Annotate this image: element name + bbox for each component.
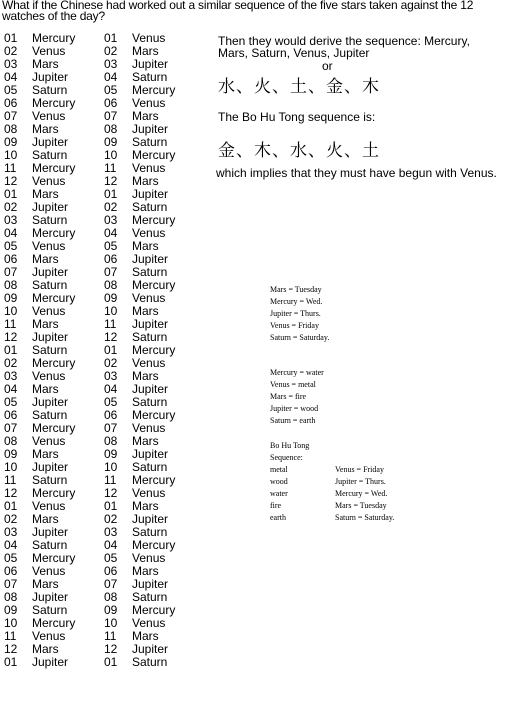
watch-number: 11 <box>104 473 117 487</box>
planet-name: Mars <box>132 239 159 253</box>
element-line: Mercury = water <box>270 368 324 377</box>
watch-number: 03 <box>4 525 18 539</box>
planet-name: Mars <box>32 577 59 591</box>
watch-number: 10 <box>104 148 118 162</box>
watch-number: 04 <box>104 70 118 84</box>
planet-name: Saturn <box>32 473 68 487</box>
sequence-title-line: Bo Hu Tong <box>270 441 310 450</box>
planet-name: Mars <box>132 174 159 188</box>
planet-day-list <box>270 284 329 344</box>
watch-number: 10 <box>4 304 18 318</box>
watch-number: 09 <box>104 603 118 617</box>
planet-name: Mercury <box>132 278 176 292</box>
watch-number: 12 <box>4 330 18 344</box>
watch-number: 05 <box>4 83 18 97</box>
watch-number: 08 <box>104 434 118 448</box>
planet-name: Saturn <box>32 603 68 617</box>
sequence-element: earth <box>270 513 286 522</box>
planet-name: Jupiter <box>32 655 69 669</box>
planet-name: Saturn <box>132 265 168 279</box>
planet-name: Jupiter <box>132 57 169 71</box>
planet-name: Saturn <box>132 200 168 214</box>
watch-number: 10 <box>4 616 18 630</box>
watch-number: 09 <box>104 291 118 305</box>
watch-number: 08 <box>104 278 118 292</box>
watch-number: 08 <box>4 590 18 604</box>
planet-name: Jupiter <box>132 187 169 201</box>
planet-name: Saturn <box>32 408 68 422</box>
hanzi-sequence-1: 水、火、土、金、木 <box>218 77 380 97</box>
watch-number: 09 <box>104 447 118 461</box>
planet-name: Venus <box>32 369 66 383</box>
day-line: Mercury = Wed. <box>270 297 323 306</box>
watch-number: 05 <box>4 551 18 565</box>
planet-name: Mars <box>132 304 159 318</box>
watch-number: 06 <box>4 564 18 578</box>
watch-number: 03 <box>104 525 118 539</box>
question-heading: What if the Chinese had worked out a similar sequence of the five stars taken against the 12 watches of the day? <box>2 0 474 23</box>
watch-number: 06 <box>4 96 18 110</box>
element-line: Saturn = earth <box>270 416 316 425</box>
planet-name: Saturn <box>132 330 168 344</box>
planet-name: Mercury <box>32 161 76 175</box>
sequence-day: Mercury = Wed. <box>335 489 388 498</box>
planet-name: Mars <box>32 317 59 331</box>
day-line: Mars = Tuesday <box>270 285 322 294</box>
watch-row <box>104 656 175 669</box>
planet-name: Mars <box>132 434 159 448</box>
sequence-title-line: Sequence: <box>270 453 303 462</box>
planet-name: Saturn <box>132 525 168 539</box>
watch-number: 08 <box>4 122 18 136</box>
watch-number: 10 <box>104 616 118 630</box>
planet-name: Mercury <box>32 616 76 630</box>
planet-name: Venus <box>132 551 166 565</box>
planet-name: Mercury <box>132 343 176 357</box>
planet-name: Venus <box>32 174 66 188</box>
planet-name: Jupiter <box>32 590 69 604</box>
planet-name: Venus <box>32 44 66 58</box>
element-line: Mars = fire <box>270 392 307 401</box>
planet-name: Jupiter <box>32 330 69 344</box>
watch-number: 05 <box>4 239 18 253</box>
planet-name: Venus <box>32 564 66 578</box>
sequence-day: Saturn = Saturday. <box>335 513 395 522</box>
hanzi-sequence-2: 金、木、水、火、土 <box>218 141 380 161</box>
planet-name: Mercury <box>132 603 176 617</box>
day-line: Jupiter = Thurs. <box>270 309 321 318</box>
planet-name: Saturn <box>32 213 68 227</box>
planet-name: Mercury <box>32 356 76 370</box>
planet-name: Mercury <box>132 83 176 97</box>
planet-name: Mars <box>32 57 59 71</box>
watch-number: 06 <box>104 96 118 110</box>
watch-number: 01 <box>104 343 118 357</box>
watch-number: 01 <box>4 187 18 201</box>
watch-number: 07 <box>104 577 118 591</box>
watch-number: 12 <box>104 642 118 656</box>
element-line: Jupiter = wood <box>270 404 319 413</box>
planet-name: Mars <box>32 122 59 136</box>
watch-number: 08 <box>4 278 18 292</box>
planet-name: Mercury <box>32 486 76 500</box>
planet-name: Jupiter <box>32 200 69 214</box>
watch-number: 01 <box>104 499 118 513</box>
watch-number: 05 <box>104 395 118 409</box>
planet-name: Mars <box>132 109 159 123</box>
planet-name: Mars <box>32 382 59 396</box>
planet-name: Venus <box>132 291 166 305</box>
watch-number: 03 <box>4 57 18 71</box>
planet-name: Saturn <box>132 655 168 669</box>
planet-name: Mars <box>132 44 159 58</box>
watch-number: 06 <box>4 252 18 266</box>
watch-number: 05 <box>104 551 118 565</box>
watch-number: 09 <box>4 291 18 305</box>
watch-number: 01 <box>4 655 18 669</box>
planet-name: Mercury <box>32 226 76 240</box>
watch-number: 11 <box>104 629 117 643</box>
watch-number: 09 <box>104 135 118 149</box>
watch-number: 04 <box>4 70 18 84</box>
watch-number: 07 <box>4 109 18 123</box>
watch-number: 03 <box>104 213 118 227</box>
sequence-days <box>335 464 394 524</box>
watch-number: 01 <box>104 655 118 669</box>
watch-number: 07 <box>104 265 118 279</box>
planet-name: Venus <box>32 239 66 253</box>
planet-name: Jupiter <box>32 265 69 279</box>
sequence-day: Venus = Friday <box>335 465 384 474</box>
watch-number: 03 <box>104 57 118 71</box>
planet-name: Jupiter <box>132 317 169 331</box>
planet-name: Mercury <box>32 291 76 305</box>
watch-number: 10 <box>4 148 18 162</box>
watch-number: 03 <box>104 369 118 383</box>
watch-number: 04 <box>4 226 18 240</box>
planet-name: Mercury <box>132 473 176 487</box>
sequence-element: fire <box>270 501 282 510</box>
planet-name: Saturn <box>132 70 168 84</box>
planet-name: Jupiter <box>132 122 169 136</box>
planet-name: Saturn <box>32 148 68 162</box>
sequence-day: Jupiter = Thurs. <box>335 477 386 486</box>
element-line: Venus = metal <box>270 380 316 389</box>
watch-number: 05 <box>104 83 118 97</box>
planet-name: Venus <box>132 486 166 500</box>
sequence-element: water <box>270 489 288 498</box>
planet-name: Saturn <box>32 343 68 357</box>
watch-number: 07 <box>104 421 118 435</box>
watch-number: 12 <box>4 174 18 188</box>
watch-number: 03 <box>4 369 18 383</box>
watch-column-2 <box>104 32 175 669</box>
sequence-title <box>270 440 309 464</box>
planet-name: Saturn <box>32 83 68 97</box>
watch-number: 12 <box>104 330 118 344</box>
planet-name: Venus <box>132 356 166 370</box>
planet-name: Mars <box>32 512 59 526</box>
planet-name: Jupiter <box>132 382 169 396</box>
watch-number: 09 <box>4 603 18 617</box>
implies-text: which implies that they must have begun with Venus. <box>216 166 497 180</box>
watch-number: 04 <box>4 382 18 396</box>
planet-name: Venus <box>132 161 166 175</box>
planet-name: Mercury <box>132 148 176 162</box>
planet-name: Mercury <box>132 408 176 422</box>
planet-name: Mars <box>132 629 159 643</box>
planet-name: Mars <box>132 564 159 578</box>
planet-name: Venus <box>32 499 66 513</box>
planet-name: Jupiter <box>132 252 169 266</box>
watch-number: 01 <box>4 343 18 357</box>
planet-name: Jupiter <box>32 70 69 84</box>
watch-number: 11 <box>104 317 117 331</box>
planet-name: Jupiter <box>132 447 169 461</box>
watch-number: 02 <box>4 356 18 370</box>
watch-number: 01 <box>104 187 118 201</box>
planet-name: Venus <box>32 304 66 318</box>
planet-name: Jupiter <box>132 642 169 656</box>
watch-number: 11 <box>4 161 17 175</box>
watch-number: 08 <box>104 122 118 136</box>
watch-number: 01 <box>4 31 18 45</box>
sequence-elements <box>270 464 288 524</box>
planet-name: Venus <box>32 434 66 448</box>
watch-number: 06 <box>104 564 118 578</box>
watch-number: 07 <box>4 421 18 435</box>
day-line: Venus = Friday <box>270 321 319 330</box>
watch-number: 04 <box>104 538 118 552</box>
watch-number: 09 <box>4 135 18 149</box>
watch-number: 11 <box>4 629 17 643</box>
watch-number: 01 <box>104 31 118 45</box>
planet-name: Jupiter <box>32 460 69 474</box>
planet-name: Saturn <box>132 135 168 149</box>
bohu-heading: The Bo Hu Tong sequence is: <box>218 110 376 124</box>
planet-name: Mars <box>32 252 59 266</box>
planet-name: Saturn <box>32 278 68 292</box>
watch-number: 06 <box>4 408 18 422</box>
watch-number: 08 <box>4 434 18 448</box>
watch-number: 02 <box>104 200 118 214</box>
watch-number: 09 <box>4 447 18 461</box>
watch-number: 04 <box>104 382 118 396</box>
planet-name: Saturn <box>32 538 68 552</box>
watch-number: 12 <box>104 174 118 188</box>
planet-name: Jupiter <box>132 512 169 526</box>
planet-name: Mercury <box>32 31 76 45</box>
planet-name: Mars <box>32 642 59 656</box>
watch-number: 08 <box>104 590 118 604</box>
watch-number: 05 <box>4 395 18 409</box>
watch-number: 11 <box>104 161 117 175</box>
watch-number: 11 <box>4 473 17 487</box>
watch-number: 10 <box>104 460 118 474</box>
watch-number: 03 <box>4 213 18 227</box>
watch-number: 11 <box>4 317 17 331</box>
watch-number: 02 <box>4 200 18 214</box>
planet-name: Venus <box>132 226 166 240</box>
planet-name: Saturn <box>132 395 168 409</box>
watch-number: 12 <box>4 642 18 656</box>
planet-name: Mars <box>32 187 59 201</box>
watch-number: 01 <box>4 499 18 513</box>
watch-number: 02 <box>104 512 118 526</box>
sequence-element: metal <box>270 465 288 474</box>
planet-name: Venus <box>132 421 166 435</box>
planet-name: Venus <box>132 616 166 630</box>
planet-name: Jupiter <box>32 135 69 149</box>
planet-name: Mercury <box>32 421 76 435</box>
watch-number: 06 <box>104 408 118 422</box>
watch-number: 07 <box>104 109 118 123</box>
planet-name: Venus <box>132 31 166 45</box>
planet-name: Venus <box>32 629 66 643</box>
watch-number: 02 <box>104 356 118 370</box>
watch-number: 07 <box>4 265 18 279</box>
or-text: or <box>322 59 333 73</box>
watch-number: 06 <box>104 252 118 266</box>
sequence-element: wood <box>270 477 288 486</box>
watch-number: 04 <box>4 538 18 552</box>
watch-number: 04 <box>104 226 118 240</box>
watch-number: 02 <box>104 44 118 58</box>
planet-name: Venus <box>32 109 66 123</box>
planet-name: Jupiter <box>32 525 69 539</box>
planet-element-list <box>270 367 324 427</box>
planet-name: Saturn <box>132 460 168 474</box>
planet-name: Saturn <box>132 590 168 604</box>
planet-name: Venus <box>132 96 166 110</box>
watch-row <box>4 656 75 669</box>
planet-name: Mercury <box>132 213 176 227</box>
watch-number: 10 <box>104 304 118 318</box>
planet-name: Mars <box>132 369 159 383</box>
planet-name: Mars <box>132 499 159 513</box>
planet-name: Jupiter <box>32 395 69 409</box>
planet-name: Jupiter <box>132 577 169 591</box>
watch-column-1 <box>4 32 75 669</box>
watch-number: 12 <box>4 486 18 500</box>
watch-number: 07 <box>4 577 18 591</box>
planet-name: Mercury <box>32 96 76 110</box>
watch-number: 05 <box>104 239 118 253</box>
planet-name: Mars <box>32 447 59 461</box>
watch-number: 12 <box>104 486 118 500</box>
watch-number: 02 <box>4 44 18 58</box>
watch-number: 10 <box>4 460 18 474</box>
sequence-day: Mars = Tuesday <box>335 501 387 510</box>
derived-sequence-text: Then they would derive the sequence: Mercury, Mars, Saturn, Venus, Jupiter <box>218 34 470 60</box>
watch-number: 02 <box>4 512 18 526</box>
day-line: Saturn = Saturday. <box>270 333 330 342</box>
planet-name: Mercury <box>132 538 176 552</box>
planet-name: Mercury <box>32 551 76 565</box>
